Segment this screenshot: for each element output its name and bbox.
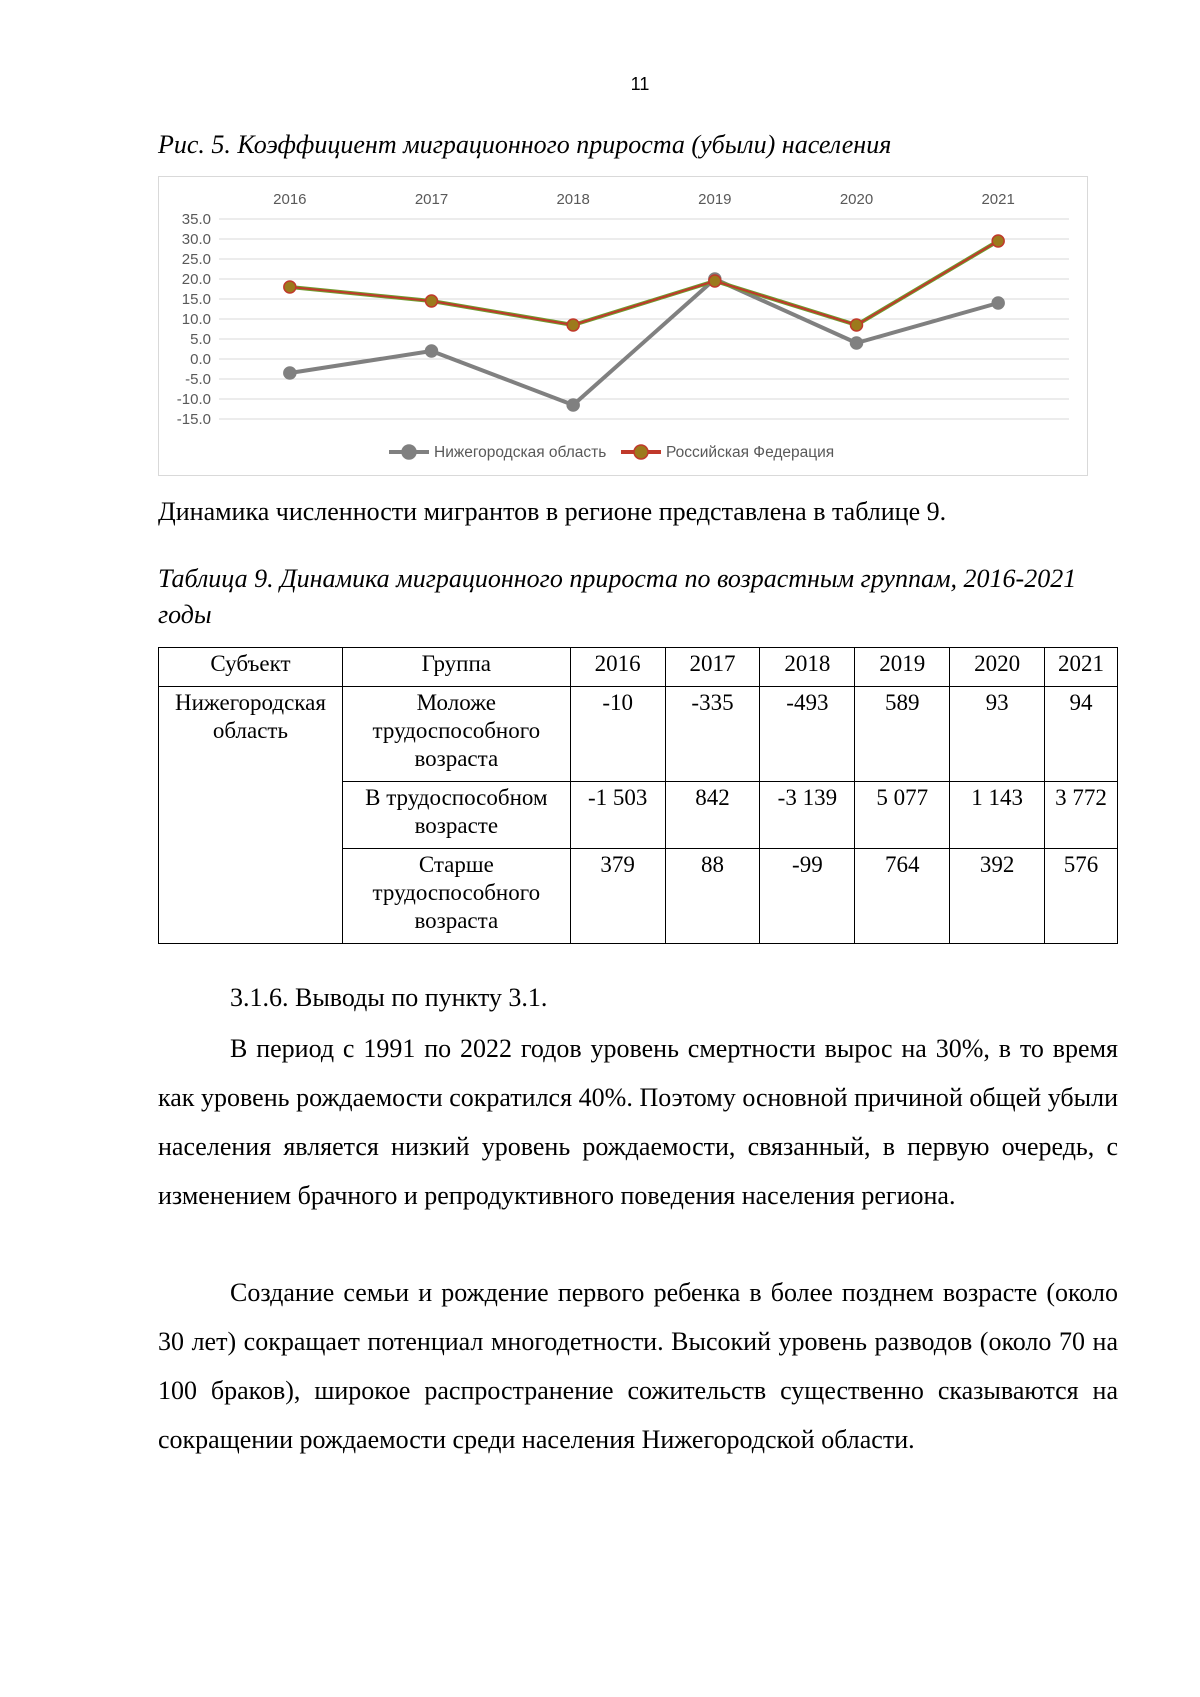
y-tick-label: 0.0 [190, 351, 211, 368]
value-cell: 1 143 [950, 782, 1045, 849]
value-cell: 764 [855, 849, 950, 944]
y-tick-label: 15.0 [181, 291, 211, 308]
group-cell: Старше трудоспособного возраста [342, 849, 570, 944]
y-tick-label: -5.0 [185, 371, 211, 388]
value-cell: -335 [665, 687, 760, 782]
value-cell: 5 077 [855, 782, 950, 849]
data-point [426, 295, 438, 307]
data-point [284, 367, 296, 379]
value-cell: -10 [570, 687, 665, 782]
value-cell: 379 [570, 849, 665, 944]
subject-cell: Нижегородская область [159, 687, 343, 944]
figure-caption: Рис. 5. Коэффициент миграционного прироста (убыли) населения [158, 130, 892, 159]
header-group: Группа [342, 648, 570, 687]
header-year: 2020 [950, 648, 1045, 687]
y-tick-label: -15.0 [176, 411, 211, 428]
table-caption: Таблица 9. Динамика миграционного прироста по возрастным группам, 2016-2021 годы [158, 564, 1077, 629]
series-line [290, 241, 998, 325]
value-cell: 576 [1045, 849, 1118, 944]
value-cell: 93 [950, 687, 1045, 782]
y-tick-label: 20.0 [181, 271, 211, 288]
header-year: 2016 [570, 648, 665, 687]
x-tick-label: 2018 [556, 191, 590, 208]
header-subject: Субъект [159, 648, 343, 687]
value-cell: -493 [760, 687, 855, 782]
migration-table [158, 647, 1118, 944]
value-cell: 589 [855, 687, 950, 782]
chart-svg [159, 177, 1087, 475]
table-row [159, 687, 1118, 782]
value-cell: -3 139 [760, 782, 855, 849]
y-tick-label: -10.0 [176, 391, 211, 408]
section-heading: 3.1.6. Выводы по пункту 3.1. [230, 983, 548, 1012]
group-cell: В трудоспособном возрасте [342, 782, 570, 849]
header-year: 2018 [760, 648, 855, 687]
y-tick-label: 25.0 [181, 251, 211, 268]
x-tick-label: 2017 [414, 191, 449, 208]
page-number: 11 [630, 74, 650, 94]
y-tick-label: 30.0 [181, 231, 211, 248]
header-year: 2017 [665, 648, 760, 687]
series-line [290, 241, 998, 325]
data-point [567, 319, 579, 331]
data-point [709, 275, 721, 287]
value-cell: 392 [950, 849, 1045, 944]
data-point [851, 337, 863, 349]
group-cell: Моложе трудоспособного возраста [342, 687, 570, 782]
value-cell: -1 503 [570, 782, 665, 849]
x-tick-label: 2020 [839, 191, 874, 208]
data-point [992, 235, 1004, 247]
value-cell: -99 [760, 849, 855, 944]
migration-chart [158, 176, 1088, 476]
paragraph: В период с 1991 по 2022 годов уровень смертности вырос на 30%, в то время как уровень рождаемости сократился 40%. Поэтому основной причиной общей убыли населения является низкий уровень рождаемости, связанный, в первую очередь, с изменением брачного и репродуктивного поведения населения региона. [158, 1034, 1118, 1210]
data-point [426, 345, 438, 357]
header-year: 2021 [1045, 648, 1118, 687]
value-cell: 88 [665, 849, 760, 944]
data-point [992, 297, 1004, 309]
header-year: 2019 [855, 648, 950, 687]
legend-marker [402, 445, 416, 459]
data-point [567, 399, 579, 411]
data-point [284, 281, 296, 293]
y-tick-label: 35.0 [181, 211, 211, 228]
data-point [851, 319, 863, 331]
value-cell: 842 [665, 782, 760, 849]
y-tick-label: 5.0 [190, 331, 211, 348]
value-cell: 94 [1045, 687, 1118, 782]
legend-label: Нижегородская область [434, 444, 607, 461]
intro-text: Динамика численности мигрантов в регионе представлена в таблице 9. [158, 497, 947, 526]
x-tick-label: 2021 [981, 191, 1015, 208]
value-cell: 3 772 [1045, 782, 1118, 849]
legend-marker [634, 445, 648, 459]
y-tick-label: 10.0 [181, 311, 211, 328]
legend-label: Российская Федерация [666, 444, 835, 461]
paragraph: Создание семьи и рождение первого ребенка в более позднем возрасте (около 30 лет) сокращает потенциал многодетности. Высокий уровень разводов (около 70 на 100 браков), широкое распространение сожительств существенно сказываются на сокращении рождаемости среди населения Нижегородской области. [158, 1278, 1118, 1454]
x-tick-label: 2019 [698, 191, 732, 208]
table-header-row [159, 648, 1118, 687]
x-tick-label: 2016 [273, 191, 307, 208]
